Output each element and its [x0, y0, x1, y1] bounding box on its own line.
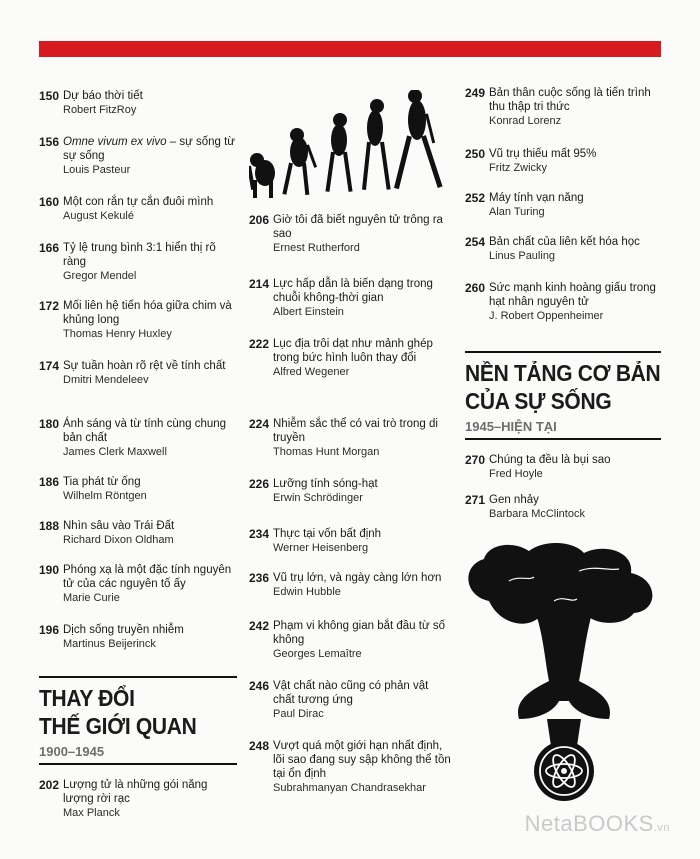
- toc-entry: [465, 453, 675, 481]
- toc-entry: [465, 147, 675, 175]
- toc-entry: [39, 475, 249, 503]
- toc-entry: [249, 679, 459, 721]
- section-years: 1945–HIỆN TẠI: [465, 419, 557, 434]
- toc-entry: [465, 86, 675, 128]
- entry-author: Alan Turing: [489, 206, 545, 218]
- top-red-bar: [39, 41, 661, 57]
- entry-author: Linus Pauling: [489, 250, 556, 262]
- entry-author: Barbara McClintock: [489, 508, 585, 520]
- entry-author: Albert Einstein: [273, 306, 344, 318]
- page-number: 271: [465, 493, 486, 507]
- toc-entry: [249, 571, 459, 599]
- toc-entry: [249, 277, 459, 319]
- toc-entry: [465, 235, 675, 263]
- toc-entry: [39, 135, 249, 177]
- entry-title: Nhìn sâu vào Trái Đất: [63, 520, 175, 532]
- page-number: 196: [39, 623, 60, 637]
- entry-title: Bản thân cuộc sống là tiến trình thu thập tri thức: [489, 87, 651, 113]
- page-number: 186: [39, 475, 60, 489]
- toc-entry: [39, 778, 249, 820]
- entry-author: Max Planck: [63, 807, 120, 819]
- toc-entry: [39, 89, 249, 117]
- entry-title: Sức mạnh kinh hoàng giấu trong hạt nhân nguyên tử: [489, 282, 656, 308]
- toc-entry: [249, 213, 459, 255]
- toc-entry: [465, 281, 675, 323]
- section-years: 1900–1945: [39, 744, 105, 759]
- entry-author: Fritz Zwicky: [489, 162, 548, 174]
- entry-author: Wilhelm Röntgen: [63, 490, 147, 502]
- page-number: 224: [249, 417, 270, 431]
- netabooks-watermark: [525, 811, 670, 837]
- entry-title: Tỷ lệ trung bình 3:1 hiển thị rõ ràng: [63, 242, 216, 268]
- toc-entry: [249, 477, 459, 505]
- page-number: 252: [465, 191, 486, 205]
- toc-entry: [465, 493, 675, 521]
- entry-title: Lượng tử là những gói năng lượng rời rạc: [63, 779, 208, 805]
- entry-title: Tia phát từ ống: [63, 476, 141, 488]
- entry-title: Dịch sống truyền nhiễm: [63, 624, 184, 636]
- entry-author: Subrahmanyan Chandrasekhar: [273, 782, 426, 794]
- human-evolution-icon: [249, 90, 454, 215]
- entry-author: Erwin Schrödinger: [273, 492, 363, 504]
- toc-entry: [249, 417, 459, 459]
- page-number: 234: [249, 527, 270, 541]
- entry-title: Máy tính vạn năng: [489, 192, 584, 204]
- entry-title: Nhiễm sắc thể có vai trò trong di truyền: [273, 418, 438, 444]
- toc-entry: [39, 299, 249, 341]
- mushroom-cloud-atom-icon: [459, 541, 663, 811]
- entry-title: Chúng ta đều là bụi sao: [489, 454, 611, 466]
- page-number: 156: [39, 135, 60, 149]
- page-number: 174: [39, 359, 60, 373]
- page-number: 180: [39, 417, 60, 431]
- entry-title: Mối liên hệ tiến hóa giữa chim và khủng long: [63, 300, 232, 326]
- section-title-line1: THAY ĐỔI: [39, 686, 135, 712]
- toc-entry: [249, 337, 459, 379]
- toc-entry: [39, 359, 249, 387]
- entry-title: Vũ trụ thiếu mất 95%: [489, 148, 597, 160]
- entry-title: Phạm vi không gian bắt đầu từ số không: [273, 620, 446, 646]
- page-number: 270: [465, 453, 486, 467]
- entry-title: Một con rắn tự cắn đuôi mình: [63, 196, 214, 208]
- entry-title: Dự báo thời tiết: [63, 90, 143, 102]
- entry-author: Konrad Lorenz: [489, 115, 562, 127]
- toc-entry: [39, 623, 249, 651]
- page-number: 248: [249, 739, 270, 753]
- entry-title: Thực tại vốn bất định: [273, 528, 382, 540]
- toc-entry: [465, 191, 675, 219]
- page-number: 222: [249, 337, 270, 351]
- entry-title: Lưỡng tính sóng-hạt: [273, 478, 378, 490]
- entry-title: Giờ tôi đã biết nguyên tử trông ra sao: [273, 214, 443, 240]
- toc-entry: [249, 619, 459, 661]
- entry-title: Lực hấp dẫn là biến dạng trong chuỗi không-thời gian: [273, 278, 433, 304]
- toc-entry: [39, 241, 249, 283]
- entry-author: Ernest Rutherford: [273, 242, 360, 254]
- page-number: 150: [39, 89, 60, 103]
- page-number: 206: [249, 213, 270, 227]
- entry-author: Louis Pasteur: [63, 164, 131, 176]
- section-1945-present: [465, 351, 661, 440]
- watermark-suffix: .vn: [653, 822, 670, 834]
- page-number: 214: [249, 277, 270, 291]
- toc-entry: [39, 519, 249, 547]
- entry-title: Sự tuần hoàn rõ rệt về tính chất: [63, 360, 226, 372]
- entry-title: Omne vivum ex vivo – sự sống từ sự sống: [63, 136, 235, 162]
- toc-entry: [249, 739, 459, 795]
- section-1900-1945: [39, 676, 237, 765]
- watermark-brand: NetaBOOKS: [524, 811, 654, 836]
- entry-author: Fred Hoyle: [489, 468, 543, 480]
- entry-title: Ánh sáng và từ tính cùng chung bản chất: [63, 418, 227, 444]
- page-number: 250: [465, 147, 486, 161]
- entry-author: Robert FitzRoy: [63, 104, 137, 116]
- entry-author: Thomas Hunt Morgan: [273, 446, 380, 458]
- entry-author: Edwin Hubble: [273, 586, 341, 598]
- page-number: 226: [249, 477, 270, 491]
- page-number: 172: [39, 299, 60, 313]
- section-title-line1: NỀN TẢNG CƠ BẢN: [465, 361, 661, 387]
- entry-author: Paul Dirac: [273, 708, 324, 720]
- entry-title: Vũ trụ lớn, và ngày càng lớn hơn: [273, 572, 442, 584]
- section-title-line2: THẾ GIỚI QUAN: [39, 714, 197, 740]
- page-number: 246: [249, 679, 270, 693]
- entry-author: Dmitri Mendeleev: [63, 374, 149, 386]
- page-number: 202: [39, 778, 60, 792]
- toc-entry: [39, 417, 249, 459]
- entry-author: Gregor Mendel: [63, 270, 137, 282]
- section-title-line2: CỦA SỰ SỐNG: [465, 389, 612, 415]
- page-number: 260: [465, 281, 486, 295]
- entry-author: James Clerk Maxwell: [63, 446, 167, 458]
- entry-title: Lục địa trôi dạt như mảnh ghép trong bức hình luôn thay đổi: [273, 338, 433, 364]
- toc-entry: [249, 527, 459, 555]
- entry-title: Bản chất của liên kết hóa học: [489, 236, 640, 248]
- page-number: 160: [39, 195, 60, 209]
- page-number: 242: [249, 619, 270, 633]
- entry-author: Werner Heisenberg: [273, 542, 369, 554]
- entry-author: Alfred Wegener: [273, 366, 350, 378]
- entry-title: Vượt quá một giới hạn nhất định, lõi sao đang suy sập không thể tồn tại ổn định: [273, 740, 451, 780]
- page-number: 190: [39, 563, 60, 577]
- entry-author: Thomas Henry Huxley: [63, 328, 172, 340]
- page-number: 166: [39, 241, 60, 255]
- entry-author: Richard Dixon Oldham: [63, 534, 174, 546]
- entry-author: August Kekulé: [63, 210, 134, 222]
- entry-author: Marie Curie: [63, 592, 120, 604]
- entry-author: Georges Lemaître: [273, 648, 362, 660]
- toc-entry: [39, 195, 249, 223]
- toc-entry: [39, 563, 249, 605]
- entry-author: Martinus Beijerinck: [63, 638, 156, 650]
- page-number: 188: [39, 519, 60, 533]
- entry-author: J. Robert Oppenheimer: [489, 310, 604, 322]
- entry-title: Vật chất nào cũng có phản vật chất tương ứng: [273, 680, 429, 706]
- entry-title: Gen nhảy: [489, 494, 539, 506]
- page-number: 249: [465, 86, 486, 100]
- page-number: 236: [249, 571, 270, 585]
- page-number: 254: [465, 235, 486, 249]
- entry-title: Phóng xạ là một đặc tính nguyên tử của các nguyên tố ấy: [63, 564, 232, 590]
